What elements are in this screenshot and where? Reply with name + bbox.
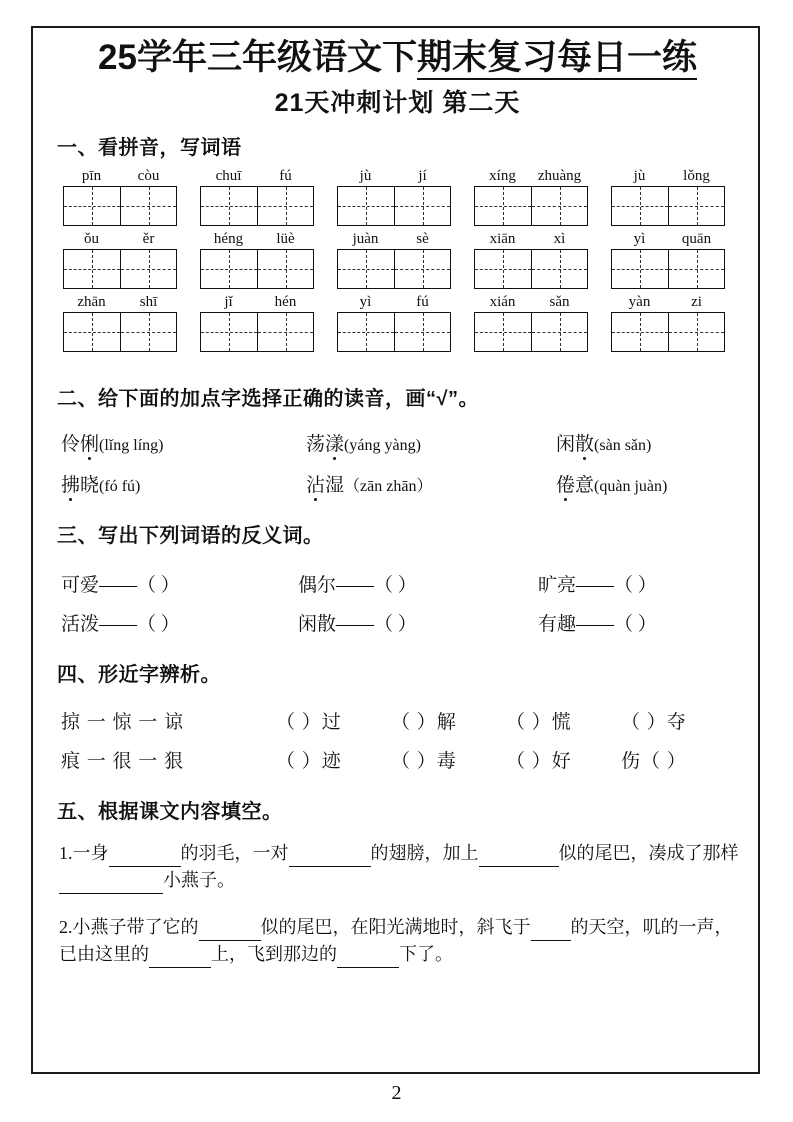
pinyin-syllable: jǐ (224, 293, 233, 310)
pinyin-syllable: ěr (142, 230, 155, 247)
pinyin-grid-item (337, 229, 451, 289)
word-char: 闲 (556, 433, 576, 455)
fill-item-number: 1. (59, 842, 73, 863)
pronunciation-choice-line (61, 429, 742, 456)
fill-item-number: 2. (59, 916, 73, 937)
section-1-heading: 一、看拼音，写词语 (57, 136, 242, 159)
fill-item-text-4: 上，飞到那边的 (211, 943, 337, 964)
pinyin-syllable: jù (359, 167, 372, 184)
pinyin-label (337, 292, 451, 312)
pronunciation-choice-item[interactable] (61, 470, 306, 497)
pinyin-syllable: shī (139, 293, 158, 310)
pinyin-label (474, 229, 588, 249)
section-4-heading: 四、形近字辨析。 (57, 663, 221, 686)
pinyin-syllable: hén (274, 293, 297, 310)
pinyin-grid-item (611, 166, 725, 226)
similar-char-blank[interactable]: （ ）解 (391, 711, 457, 733)
tianzige-cell[interactable] (201, 313, 257, 351)
word-char: 伶 (61, 433, 81, 455)
fill-item-text-5: 下了。 (399, 943, 453, 964)
pinyin-grid-item (200, 292, 314, 352)
antonym-item[interactable]: 旷亮——（ ） (538, 574, 657, 596)
pinyin-grid-item (474, 292, 588, 352)
similar-char-blank[interactable]: （ ）夺 (621, 711, 687, 733)
antonym-item[interactable]: 活泼——（ ） (61, 613, 180, 635)
section-5-heading: 五、根据课文内容填空。 (57, 800, 283, 823)
tianzige-cell[interactable] (531, 313, 587, 351)
fill-item-text-1: 小燕子带了它的 (72, 916, 199, 937)
tianzige-cell[interactable] (531, 250, 587, 288)
pinyin-label (63, 229, 177, 249)
fill-item-text-5: 小燕子。 (163, 869, 235, 890)
pinyin-grid-item (337, 292, 451, 352)
tianzige-cell[interactable] (668, 187, 724, 225)
pronunciation-choice-item[interactable] (556, 470, 667, 497)
pinyin-label (200, 166, 314, 186)
tianzige-box[interactable] (337, 249, 451, 289)
tianzige-cell[interactable] (201, 250, 257, 288)
pinyin-syllable: yì (359, 293, 372, 310)
pinyin-grid-row (63, 292, 742, 352)
dotted-char: 拂 (61, 470, 80, 497)
pronunciation-choice-line (61, 470, 742, 497)
pinyin-syllable: xì (553, 230, 566, 247)
worksheet-header (53, 40, 742, 77)
pinyin-syllable: lüè (276, 230, 295, 247)
antonym-item[interactable]: 有趣——（ ） (538, 613, 657, 635)
pronunciation-choice-item[interactable] (306, 429, 556, 456)
word-char: 荡 (306, 433, 326, 455)
fill-item-text-4: 似的尾巴，凑成了那样 (558, 842, 739, 863)
pronunciation-choice-item[interactable] (306, 470, 556, 497)
pinyin-syllable: fú (279, 167, 292, 184)
pinyin-options[interactable]: (sàn sǎn) (594, 436, 652, 454)
answer-blank[interactable] (199, 923, 261, 941)
answer-blank[interactable] (479, 849, 559, 867)
tianzige-cell[interactable] (120, 250, 176, 288)
antonym-row (61, 570, 742, 597)
antonym-row (61, 609, 742, 636)
pinyin-grid-item (611, 229, 725, 289)
similar-char-row (61, 707, 742, 734)
dotted-char: 散 (575, 429, 594, 456)
pinyin-label (63, 292, 177, 312)
word-char: 晓 (80, 474, 100, 496)
tianzige-box[interactable] (63, 249, 177, 289)
tianzige-box[interactable] (611, 312, 725, 352)
similar-char-blank[interactable]: （ ）慌 (506, 711, 572, 733)
page-title (98, 40, 697, 77)
pinyin-syllable: xiān (489, 230, 516, 247)
fill-blank-item (59, 914, 742, 968)
dotted-char: 俐 (80, 429, 99, 456)
tianzige-cell[interactable] (64, 250, 120, 288)
pinyin-syllable: quān (681, 230, 712, 247)
tianzige-cell[interactable] (612, 250, 668, 288)
tianzige-cell[interactable] (612, 313, 668, 351)
pinyin-syllable: zhuàng (537, 167, 582, 184)
page-subtitle: 21天冲刺计划 第二天 (274, 88, 521, 117)
tianzige-cell[interactable] (394, 250, 450, 288)
pinyin-grid-item (200, 166, 314, 226)
pinyin-label (200, 292, 314, 312)
pinyin-label (63, 166, 177, 186)
pinyin-grid-item (337, 166, 451, 226)
pinyin-syllable: héng (213, 230, 244, 247)
word-char: 湿 (325, 474, 345, 496)
pinyin-label (337, 166, 451, 186)
tianzige-cell[interactable] (475, 313, 531, 351)
pinyin-grid-item (200, 229, 314, 289)
similar-char-blank[interactable]: （ ）过 (276, 711, 342, 733)
pinyin-syllable: juàn (352, 230, 379, 247)
tianzige-cell[interactable] (64, 313, 120, 351)
tianzige-box[interactable] (200, 312, 314, 352)
tianzige-box[interactable] (337, 312, 451, 352)
pinyin-label (611, 292, 725, 312)
antonym-item[interactable]: 闲散——（ ） (298, 613, 417, 635)
pinyin-grid-item (63, 229, 177, 289)
answer-blank[interactable] (289, 849, 371, 867)
pinyin-grid-row (63, 229, 742, 289)
tianzige-box[interactable] (200, 249, 314, 289)
pinyin-label (474, 166, 588, 186)
fill-item-text-3: 的天空，叽的一声，已由这里的 (59, 916, 733, 964)
pinyin-syllable: sè (416, 230, 429, 247)
dotted-char: 漾 (325, 429, 344, 456)
similar-char-blank[interactable]: （ ）迹 (276, 750, 342, 772)
similar-char-group: 痕 一 很 一 狠 (61, 750, 185, 772)
pinyin-options[interactable]: （zān zhān） (344, 477, 433, 495)
pinyin-options[interactable]: (fó fú) (99, 477, 141, 495)
similar-char-group: 掠 一 惊 一 谅 (61, 711, 185, 733)
tianzige-cell[interactable] (475, 187, 531, 225)
pinyin-syllable: zi (691, 293, 702, 310)
tianzige-cell[interactable] (338, 250, 394, 288)
tianzige-cell[interactable] (257, 250, 313, 288)
pinyin-grid-item (474, 166, 588, 226)
tianzige-box[interactable] (474, 186, 588, 226)
similar-char-blank[interactable]: （ ）好 (506, 750, 572, 772)
tianzige-box[interactable] (474, 249, 588, 289)
pinyin-syllable: xián (489, 293, 516, 310)
pinyin-label (611, 166, 725, 186)
tianzige-cell[interactable] (257, 313, 313, 351)
dotted-char: 沾 (306, 470, 325, 497)
tianzige-cell[interactable] (257, 187, 313, 225)
tianzige-cell[interactable] (394, 313, 450, 351)
tianzige-cell[interactable] (338, 187, 394, 225)
tianzige-cell[interactable] (338, 313, 394, 351)
tianzige-box[interactable] (63, 312, 177, 352)
tianzige-cell[interactable] (120, 313, 176, 351)
tianzige-box[interactable] (611, 186, 725, 226)
fill-item-text-3: 的翅膀，加上 (370, 842, 479, 863)
pinyin-syllable: sǎn (549, 293, 570, 310)
answer-blank[interactable] (337, 950, 399, 968)
pinyin-label (474, 292, 588, 312)
pinyin-grid-item (63, 292, 177, 352)
tianzige-cell[interactable] (120, 187, 176, 225)
pinyin-syllable: zhān (77, 293, 106, 310)
pinyin-grid-item (63, 166, 177, 226)
tianzige-box[interactable] (200, 186, 314, 226)
pinyin-grid-item (474, 229, 588, 289)
tianzige-cell[interactable] (612, 187, 668, 225)
pinyin-options[interactable]: (quàn juàn) (594, 477, 668, 495)
pinyin-options[interactable]: (lǐng líng) (99, 436, 164, 454)
antonym-item[interactable]: 可爱——（ ） (61, 574, 180, 596)
pinyin-label (337, 229, 451, 249)
page-number: 2 (391, 1082, 402, 1104)
tianzige-box[interactable] (337, 186, 451, 226)
pinyin-grid-row (63, 166, 742, 226)
pinyin-syllable: yàn (628, 293, 651, 310)
pinyin-options[interactable]: (yáng yàng) (344, 436, 421, 454)
pinyin-syllable: ǒu (84, 230, 99, 247)
similar-char-blank[interactable]: （ ）毒 (391, 750, 457, 772)
tianzige-cell[interactable] (668, 313, 724, 351)
answer-blank[interactable] (149, 950, 211, 968)
pinyin-label (611, 229, 725, 249)
dotted-char: 倦 (556, 470, 575, 497)
pinyin-label (200, 229, 314, 249)
title-plain-part: 25学年三年级语文下 (98, 38, 417, 77)
answer-blank[interactable] (59, 876, 163, 894)
tianzige-cell[interactable] (531, 187, 587, 225)
answer-blank[interactable] (109, 849, 181, 867)
pinyin-grid-area (63, 166, 742, 352)
pinyin-syllable: chuī (215, 167, 242, 184)
section-3-heading: 三、写出下列词语的反义词。 (57, 524, 324, 547)
pinyin-syllable: fú (416, 293, 429, 310)
tianzige-cell[interactable] (64, 187, 120, 225)
pinyin-syllable: yì (633, 230, 646, 247)
worksheet-content (31, 26, 760, 1074)
antonym-item[interactable]: 偶尔——（ ） (298, 574, 417, 596)
tianzige-cell[interactable] (475, 250, 531, 288)
similar-char-blank[interactable]: 伤（ ） (621, 750, 687, 772)
tianzige-box[interactable] (63, 186, 177, 226)
pinyin-syllable: jù (633, 167, 646, 184)
pinyin-syllable: jí (418, 167, 427, 184)
section-2-heading: 二、给下面的加点字选择正确的读音，画“√”。 (57, 387, 479, 410)
tianzige-cell[interactable] (394, 187, 450, 225)
fill-blank-item (59, 840, 742, 894)
pinyin-grid-item (611, 292, 725, 352)
pinyin-syllable: pīn (81, 167, 102, 184)
tianzige-box[interactable] (474, 312, 588, 352)
tianzige-cell[interactable] (668, 250, 724, 288)
answer-blank[interactable] (531, 923, 571, 941)
fill-item-text-2: 似的尾巴，在阳光满地时，斜飞于 (260, 916, 531, 937)
pinyin-syllable: lǒng (683, 167, 710, 184)
tianzige-cell[interactable] (201, 187, 257, 225)
fill-item-text-2: 的羽毛，一对 (180, 842, 289, 863)
pronunciation-choice-item[interactable] (556, 429, 651, 456)
title-underlined-part: 期末复习每日一练 (417, 38, 697, 80)
tianzige-box[interactable] (611, 249, 725, 289)
pinyin-syllable: còu (137, 167, 160, 184)
fill-item-text-1: 一身 (72, 842, 109, 863)
pronunciation-choice-item[interactable] (61, 429, 306, 456)
similar-char-row (61, 746, 742, 773)
pinyin-syllable: xíng (489, 167, 516, 184)
word-char: 意 (575, 474, 595, 496)
